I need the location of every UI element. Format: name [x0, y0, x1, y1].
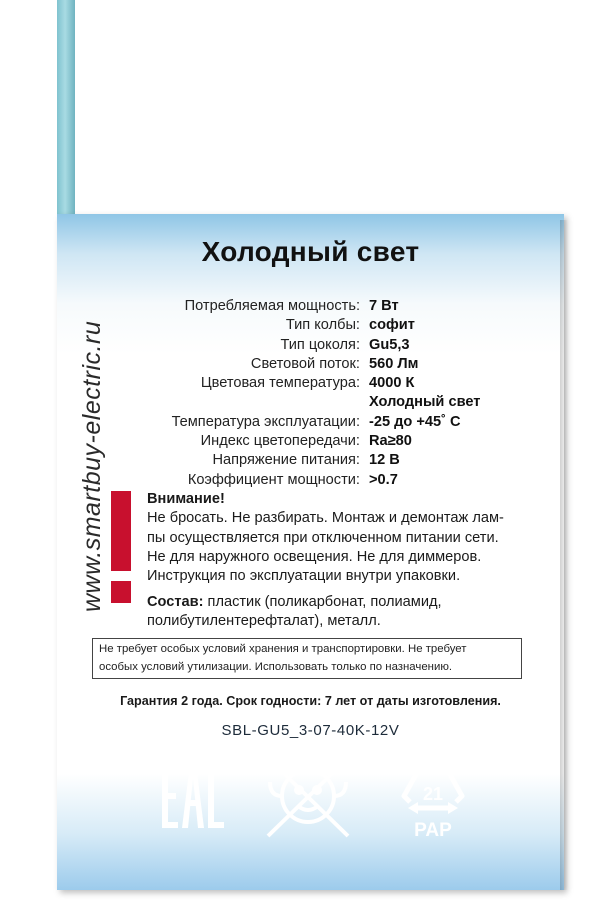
warning-line: Инструкция по эксплуатации внутри упаковки. [147, 568, 461, 585]
recycle-number: 21 [422, 784, 444, 804]
warning-heading: Внимание! [147, 491, 225, 507]
composition-line: пластик (поликарбонат, полиамид, [203, 594, 442, 610]
product-title: Холодный свет [201, 236, 420, 267]
spec-row: Холодный свет [369, 394, 481, 411]
recycle-code: PAP [414, 820, 452, 841]
spec-table [100, 297, 560, 490]
spec-row: Температура эксплуатации: -25 до +45˚ С [171, 413, 461, 430]
recycle-icon [396, 752, 470, 842]
model-number: SBL-GU5_3-07-40K-12V [221, 722, 400, 739]
spec-row: Цветовая температура: 4000 К [200, 375, 415, 392]
spec-row: Индекс цветопередачи: Ra≥80 [200, 433, 412, 450]
box-flap [57, 0, 75, 218]
warning-line: пы осуществляется при отключенном питании сети. [147, 529, 499, 546]
spec-row: Напряжение питания: 12 В [212, 452, 400, 469]
spec-row: Тип цоколя: Gu5,3 [280, 336, 410, 353]
spec-row: Потребляемая мощность: 7 Вт [184, 298, 399, 314]
composition-label: Состав: [147, 594, 204, 610]
warning-line: Не для наружного освещения. Не для диммеров. [147, 548, 482, 565]
composition-block [147, 593, 567, 632]
composition-line: полибутилентерефталат), металл. [147, 613, 381, 630]
storage-notice: Не требует особых условий хранения и транспортировки. Не требует особых условий утилизации. Использовать только по назначению. [92, 638, 522, 679]
warning-line: Не бросать. Не разбирать. Монтаж и демонтаж лам- [147, 510, 504, 527]
exclamation-icon [110, 491, 132, 605]
warning-block [147, 490, 567, 586]
spec-row: Тип колбы: софит [285, 317, 415, 334]
website-url: www.smartbuy-electric.ru [78, 320, 106, 612]
spec-row: Коэффициент мощности: >0.7 [187, 471, 398, 488]
not-for-children-icon [262, 752, 354, 840]
guarantee-text: Гарантия 2 года. Срок годности: 7 лет от даты изготовления. [120, 694, 501, 708]
spec-row: Световой поток: 560 Лм [250, 355, 419, 372]
eac-icon [160, 760, 226, 832]
